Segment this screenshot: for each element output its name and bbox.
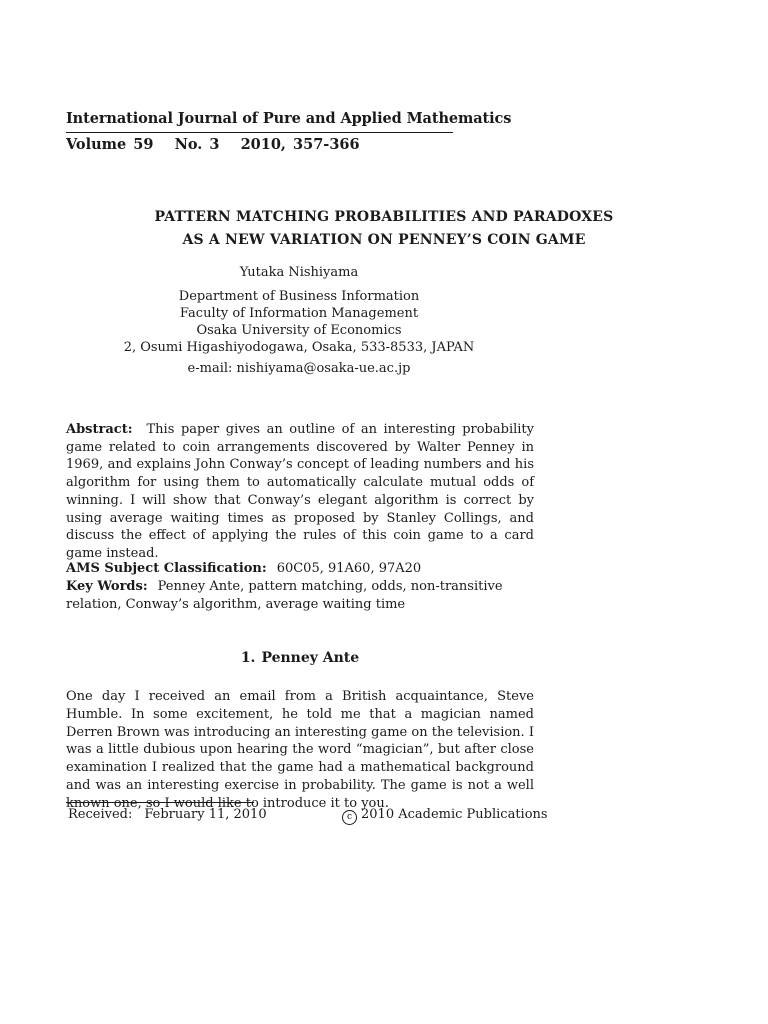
section-number: 1. [240, 650, 256, 666]
paper-title-line-2: AS A NEW VARIATION ON PENNEY’S COIN GAME [182, 232, 586, 248]
ams-value: 60C05, 91A60, 97A20 [276, 561, 422, 576]
abstract [66, 421, 534, 563]
body-paragraph: One day I received an email from a British acquaintance, Steve Humble. In some excitement, he told me that a magician named Derren Brown was introducing an interesting game on the television. I was a little dubious upon hearing the word “magician”, but after close examination I realized that the game had a mathematical background and was an interesting exercise in probability. The game is not a well known one, so I would like to introduce it to you. [66, 689, 534, 811]
key-words [66, 578, 534, 614]
key-words-value: Penney Ante, pattern matching, odds, non-transitive relation, Conway’s algorithm, average waiting time [66, 579, 503, 612]
abstract-label: Abstract: [66, 422, 133, 437]
received-label: Received: [68, 807, 133, 822]
affiliation-line: Faculty of Information Management [179, 306, 419, 321]
ams-classification [66, 561, 421, 576]
author-name: Yutaka Nishiyama [239, 265, 359, 280]
copyright-line [342, 807, 548, 825]
abstract-text: This paper gives an outline of an interesting probability game related to coin arrangements discovered by Walter Penney in 1969, and explains John Conway’s concept of leading numbers and his algorithm for using them to automatically calculate mutual odds of winning. I will show that Conway’s elegant algorithm is correct by using average waiting times as proposed by Stanley Collings, and discuss the effect of applying the rules of this coin game to a card game instead. [66, 422, 534, 561]
received-date: February 11, 2010 [144, 807, 267, 822]
ams-label: AMS Subject Classification: [66, 561, 267, 576]
journal-name: International Journal of Pure and Applied Mathematics [66, 110, 512, 127]
author-affiliation [0, 288, 598, 356]
section-heading [0, 650, 600, 666]
paper-title [0, 206, 768, 252]
received-line [68, 807, 267, 822]
affiliation-line: Department of Business Information [178, 289, 420, 304]
copyright-icon: c [342, 810, 357, 825]
copyright-text: 2010 Academic Publications [361, 807, 548, 822]
affiliation-line: 2, Osumi Higashiyodogawa, Osaka, 533-8533, JAPAN [123, 340, 475, 355]
section-title: Penney Ante [261, 650, 360, 666]
affiliation-line: Osaka University of Economics [196, 323, 402, 338]
journal-volume-line: Volume 59 No. 3 2010, 357-366 [66, 136, 360, 153]
author-email: e-mail: nishiyama@osaka-ue.ac.jp [187, 361, 411, 376]
journal-header-rule [66, 132, 453, 133]
key-words-label: Key Words: [66, 579, 148, 594]
paper-title-line-1: PATTERN MATCHING PROBABILITIES AND PARADOXES [154, 209, 614, 225]
footnote-rule [66, 802, 254, 803]
